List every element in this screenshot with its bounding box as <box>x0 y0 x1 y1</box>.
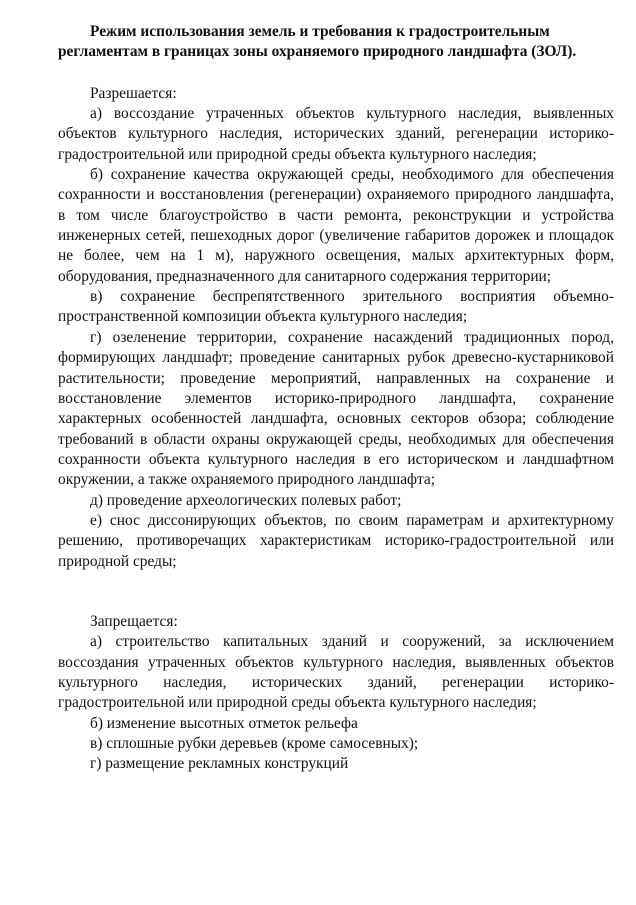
allowed-item-g: г) озеленение территории, сохранение насаждений традиционных пород, формирующих ландшафт; проведение санитарных рубок древесно-кустарниковой растительности; проведение мероприятий, направленных на сохранение и восстановление элементов историко-природного ландшафта, сохранение характерных особенностей ландшафта, основных секторов обзора; соблюдение требований в области охраны окружающей среды, необходимых для обеспечения сохранности объекта культурного наследия в его историческом и ландшафтном окружении, а также охраняемого природного ландшафта; <box>58 328 614 489</box>
title-line-1: Режим использования земель и требования к градостроительным <box>90 23 550 40</box>
prohibited-item-v: в) сплошные рубки деревьев (кроме самосевных); <box>90 735 419 752</box>
prohibited-item-b: б) изменение высотных отметок рельефа <box>90 714 358 732</box>
document-title <box>58 22 614 63</box>
allowed-heading: Разрешается: <box>90 84 177 102</box>
document-page <box>58 22 614 775</box>
allowed-item-e: е) снос диссонирующих объектов, по своим параметрам и архитектурному решению, противоречащих характеристикам историко-градостроительной или природной среды; <box>58 511 614 570</box>
prohibited-item-a: а) строительство капитальных зданий и сооружений, за исключением воссоздания утраченных объектов культурного наследия, выявленных объектов культурного наследия, исторических зданий, регенерации историко-градостроительной или природной среды объекта культурного наследия; <box>58 633 614 712</box>
allowed-item-d: д) проведение археологических полевых работ; <box>90 491 402 509</box>
allowed-item-b: б) сохранение качества окружающей среды, необходимого для обеспечения сохранности и восстановления (регенерации) охраняемого природного ландшафта, в том числе благоустройство в части ремонта, реконструкции и устройства инженерных сетей, пешеходных дорог (увеличение габаритов дорожек и площадок не более, чем на 1 м), наружного освещения, малых архитектурных форм, оборудования, предназначенного для санитарного содержания территории; <box>58 166 614 285</box>
prohibited-item-g: г) размещение рекламных конструкций <box>90 755 349 773</box>
title-line-2: регламентам в границах зоны охраняемого природного ландшафта (ЗОЛ). <box>58 43 577 61</box>
allowed-item-a: а) воссоздание утраченных объектов культурного наследия, выявленных объектов культурного наследия, исторических зданий, регенерации историко-градостроительной или природной среды объекта культурного наследия; <box>58 105 614 163</box>
allowed-item-v: в) сохранение беспрепятственного зрительного восприятия объемно-пространственной композиции объекта культурного наследия; <box>58 288 614 326</box>
prohibited-heading: Запрещается: <box>90 612 178 630</box>
